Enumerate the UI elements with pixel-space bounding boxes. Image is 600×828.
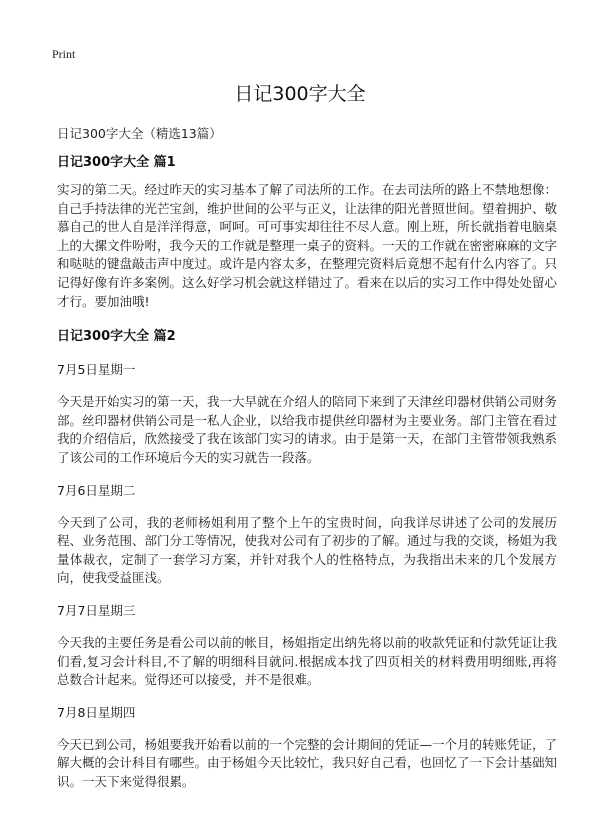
entry-date: 7月8日星期四: [57, 704, 136, 720]
entry-text: 今天我的主要任务是看公司以前的帐目，杨姐指定出纳先将以前的收款凭证和付款凭证让我们看,复习会计科目,不了解的明细科目就问.根据成本找了四页相关的材料费用明细账,再将总数合计起来。觉得还可以接受，并不是很难。: [57, 634, 558, 688]
entry-date: 7月7日星期三: [57, 602, 136, 618]
entry-text: 今天是开始实习的第一天，我一大早就在介绍人的陪同下来到了天津丝印器材供销公司财务部。丝印器材供销公司是一私人企业，以给我市提供丝印器材为主要业务。部门主管在看过我的介绍信后，欣然接受了我在该部门实习的请求。由于是第一天，在部门主管带领我熟系了该公司的工作环境后今天的实习就告一段落。: [57, 394, 558, 465]
document-title: 日记300字大全: [234, 83, 366, 105]
section-1-paragraph: 实习的第二天。经过昨天的实习基本了解了司法所的工作。在去司法所的路上不禁地想像：自己手持法律的光芒宝剑，维护世间的公平与正义，让法律的阳光普照世间。望着拥护、敬慕自己的世人自是洋洋得意，呵呵。可可事实却往往不尽人意。刚上班，所长就指着电脑桌上的大摞文件吩咐，我今天的工作就是整理一桌子的资料。一天的工作就在密密麻麻的文字和哒哒的键盘敲击声中度过。或许是内容太多，在整理完资料后竟想不起有什么内容了。只记得好像有许多案例。这么好学习机会就这样错过了。看来在以后的实习工作中得处处留心才行。要加油哦!: [57, 182, 558, 309]
entry-date: 7月6日星期二: [57, 482, 136, 498]
document-content: [57, 151, 557, 804]
document-subtitle: 日记300字大全（精选13篇）: [57, 126, 222, 141]
section-heading-1: 日记300字大全 篇1: [57, 155, 176, 170]
section-heading-2: 日记300字大全 篇2: [57, 329, 176, 345]
entry-text: 今天已到公司，杨姐要我开始看以前的一个完整的会计期间的凭证—一个月的转账凭证，了解大概的会计科目有哪些。由于杨姐今天比较忙，我只好自己看，也回忆了一下会计基础知识。一天下来觉得很累。: [57, 736, 558, 789]
print-link[interactable]: Print: [52, 47, 76, 61]
entry-date: 7月5日星期一: [57, 362, 136, 378]
entry-text: 今天到了公司，我的老师杨姐利用了整个上午的宝贵时间，向我详尽讲述了公司的发展历程、业务范围、部门分工等情况，使我对公司有了初步的了解。通过与我的交谈，杨姐为我量体裁衣，定制了一套学习方案，并针对我个人的性格特点，为我指出未来的几个发展方向，使我受益匪浅。: [57, 514, 558, 586]
